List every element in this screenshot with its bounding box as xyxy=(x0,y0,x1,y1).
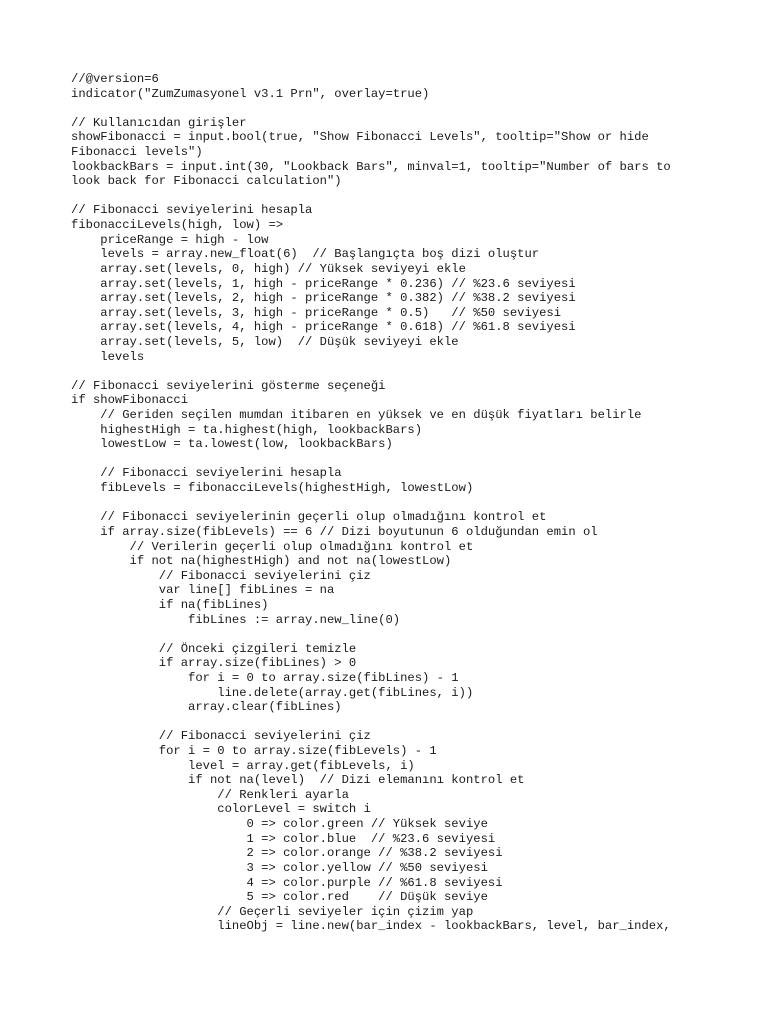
code-line: 0 => color.green // Yüksek seviye xyxy=(71,817,488,832)
code-line: // Kullanıcıdan girişler xyxy=(71,115,247,130)
code-line: line.delete(array.get(fibLines, i)) xyxy=(71,685,474,700)
code-line: fibLines := array.new_line(0) xyxy=(71,612,401,627)
code-line: array.set(levels, 2, high - priceRange * 0.382) // %38.2 seviyesi xyxy=(71,291,576,306)
code-line xyxy=(71,364,731,379)
code-line: if array.size(fibLines) > 0 xyxy=(71,656,357,671)
code-line: level = array.get(fibLevels, i) xyxy=(71,758,415,773)
code-line: Fibonacci levels") xyxy=(71,145,203,160)
code-line xyxy=(71,189,731,204)
code-line: if na(fibLines) xyxy=(71,597,269,612)
code-line: fibLevels = fibonacciLevels(highestHigh, lowestLow) xyxy=(71,481,474,496)
code-line: showFibonacci = input.bool(true, "Show Fibonacci Levels", tooltip="Show or hide xyxy=(71,130,649,145)
code-line: // Fibonacci seviyelerini çiz xyxy=(71,568,371,583)
code-line: array.set(levels, 4, high - priceRange * 0.618) // %61.8 seviyesi xyxy=(71,320,576,335)
code-line: // Verilerin geçerli olup olmadığını kontrol et xyxy=(71,539,474,554)
code-line: 1 => color.blue // %23.6 seviyesi xyxy=(71,831,496,846)
code-line: highestHigh = ta.highest(high, lookbackBars) xyxy=(71,422,423,437)
code-line: // Fibonacci seviyelerinin geçerli olup olmadığını kontrol et xyxy=(71,510,547,525)
code-line: 3 => color.yellow // %50 seviyesi xyxy=(71,860,488,875)
code-line: for i = 0 to array.size(fibLines) - 1 xyxy=(71,670,459,685)
code-line: 4 => color.purple // %61.8 seviyesi xyxy=(71,875,503,890)
code-line: // Fibonacci seviyelerini çiz xyxy=(71,729,371,744)
code-line xyxy=(71,627,731,642)
code-line: array.set(levels, 1, high - priceRange * 0.236) // %23.6 seviyesi xyxy=(71,276,576,291)
code-line: array.clear(fibLines) xyxy=(71,700,342,715)
code-line xyxy=(71,101,731,116)
code-line: // Önceki çizgileri temizle xyxy=(71,641,357,656)
code-line: lookbackBars = input.int(30, "Lookback Bars", minval=1, tooltip="Number of bars to xyxy=(71,159,671,174)
code-line: fibonacciLevels(high, low) => xyxy=(71,218,284,233)
code-line: if not na(highestHigh) and not na(lowestLow) xyxy=(71,554,452,569)
code-line xyxy=(71,496,731,511)
code-line: array.set(levels, 5, low) // Düşük seviyeyi ekle xyxy=(71,334,459,349)
code-line: array.set(levels, 0, high) // Yüksek seviyeyi ekle xyxy=(71,261,466,276)
code-line: // Geçerli seviyeler için çizim yap xyxy=(71,904,474,919)
code-line: if not na(level) // Dizi elemanını kontrol et xyxy=(71,773,525,788)
code-line: //@version=6 xyxy=(71,72,159,86)
code-line: indicator("ZumZumasyonel v3.1 Prn", overlay=true) xyxy=(71,86,430,101)
code-line: array.set(levels, 3, high - priceRange * 0.5) // %50 seviyesi xyxy=(71,305,562,320)
code-line: priceRange = high - low xyxy=(71,232,269,247)
code-line: levels = array.new_float(6) // Başlangıçta boş dizi oluştur xyxy=(71,247,540,262)
code-line: colorLevel = switch i xyxy=(71,802,371,817)
code-line: // Fibonacci seviyelerini hesapla xyxy=(71,203,313,218)
code-line: look back for Fibonacci calculation") xyxy=(71,174,342,189)
code-line: if showFibonacci xyxy=(71,393,189,408)
code-line: 5 => color.red // Düşük seviye xyxy=(71,890,488,905)
code-line: // Fibonacci seviyelerini hesapla xyxy=(71,466,342,481)
code-line: var line[] fibLines = na xyxy=(71,583,335,598)
code-line: levels xyxy=(71,349,145,364)
code-line: lowestLow = ta.lowest(low, lookbackBars) xyxy=(71,437,393,452)
code-line: // Renkleri ayarla xyxy=(71,787,349,802)
code-listing xyxy=(71,72,731,934)
code-line: for i = 0 to array.size(fibLevels) - 1 xyxy=(71,744,437,759)
code-line: if array.size(fibLevels) == 6 // Dizi boyutunun 6 olduğundan emin ol xyxy=(71,524,598,539)
code-line: // Geriden seçilen mumdan itibaren en yüksek ve en düşük fiyatları belirle xyxy=(71,408,642,423)
code-line: 2 => color.orange // %38.2 seviyesi xyxy=(71,846,503,861)
code-line xyxy=(71,452,731,467)
code-line xyxy=(71,715,731,730)
code-line: lineObj = line.new(bar_index - lookbackBars, level, bar_index, xyxy=(71,919,671,934)
code-line: // Fibonacci seviyelerini gösterme seçeneği xyxy=(71,378,386,393)
